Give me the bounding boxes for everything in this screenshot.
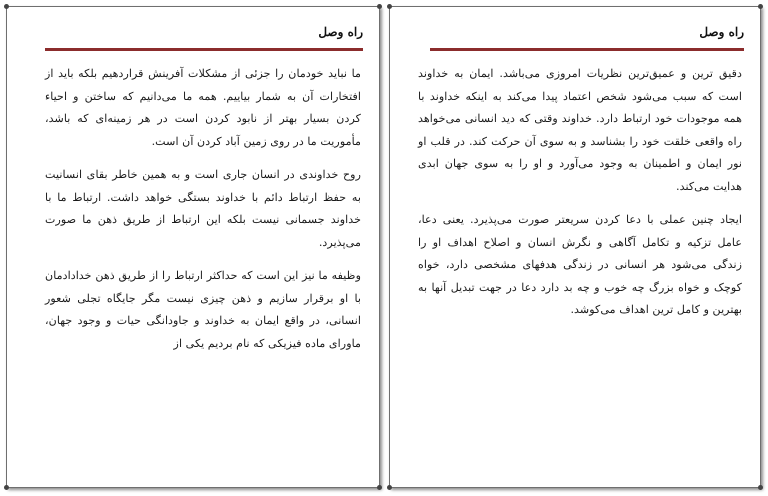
- paragraph: ایجاد چنین عملی با دعا کردن سریعتر صورت می‌پذیرد. یعنی دعا، عامل تزکیه و تکامل آگاهی و نگرش انسان و اصلاح اهداف او را زندگی می‌شود هر انسانی در زندگی هدفهای مشخصی دارد، خواه کوچک و خواه بزرگ چه خوب و چه بد دارد دعا در جهت تبدیل آنها به بهترین و کامل ترین اهداف می‌کوشد.: [418, 213, 742, 316]
- corner-dot: [758, 4, 763, 9]
- corner-dot: [4, 485, 9, 490]
- corner-dot: [377, 485, 382, 490]
- corner-dot: [387, 4, 392, 9]
- page-body: [45, 63, 361, 366]
- page-body: [418, 63, 742, 333]
- running-header: راه وصل: [699, 25, 744, 39]
- paragraph: دقیق ترین و عمیق‌ترین نظریات امروزی می‌باشد. ایمان به خداوند است که سبب می‌شود شخص اعتماد پیدا می‌کند به اینکه خداوند با همه موجودات خود ارتباط دارد. خداوند وقتی که دید انسانی می‌خواهد راه واقعی خلقت خود را بشناسد و به سوی آن حرکت کند. در قلب او نور ایمان و اطمینان به وجود می‌آورد و او را به سوی جهان ابدی هدایت می‌کند.: [418, 67, 742, 193]
- running-header: راه وصل: [318, 25, 363, 39]
- corner-dot: [758, 485, 763, 490]
- left-page: [6, 6, 380, 488]
- paragraph: روح خداوندی در انسان جاری است و به همین خاطر بقای انسانیت به حفظ ارتباط دائم با خداوند بستگی خواهد داشت. ارتباط ما با خداوند جسمانی نیست بلکه این ارتباط از طریق ذهن ما صورت می‌پذیرد.: [45, 168, 361, 249]
- corner-dot: [387, 485, 392, 490]
- corner-dot: [377, 4, 382, 9]
- right-page: [389, 6, 761, 488]
- header-rule: [45, 48, 363, 51]
- header-rule: [430, 48, 744, 51]
- paragraph: وظیفه ما نیز این است که حداکثر ارتباط را از طریق ذهن خدادادمان با او برقرار سازیم و ذهن چیزی نیست مگر جایگاه تجلی شعور انسانی، در واقع ایمان به خداوند و جاودانگی حیات و وجود جهان، ماورای ماده فیزیکی که نام بردیم یکی از: [45, 269, 361, 350]
- paragraph: ما نباید خودمان را جزئی از مشکلات آفرینش قراردهیم بلکه باید از افتخارات آن به شمار بیاییم. همه ما می‌دانیم که ساختن و احیاء کردن بسیار بهتر از نابود کردن است در هر زمینه‌ای که باشد، مأموریت ما در روی زمین آباد کردن آن است.: [45, 67, 361, 148]
- corner-dot: [4, 4, 9, 9]
